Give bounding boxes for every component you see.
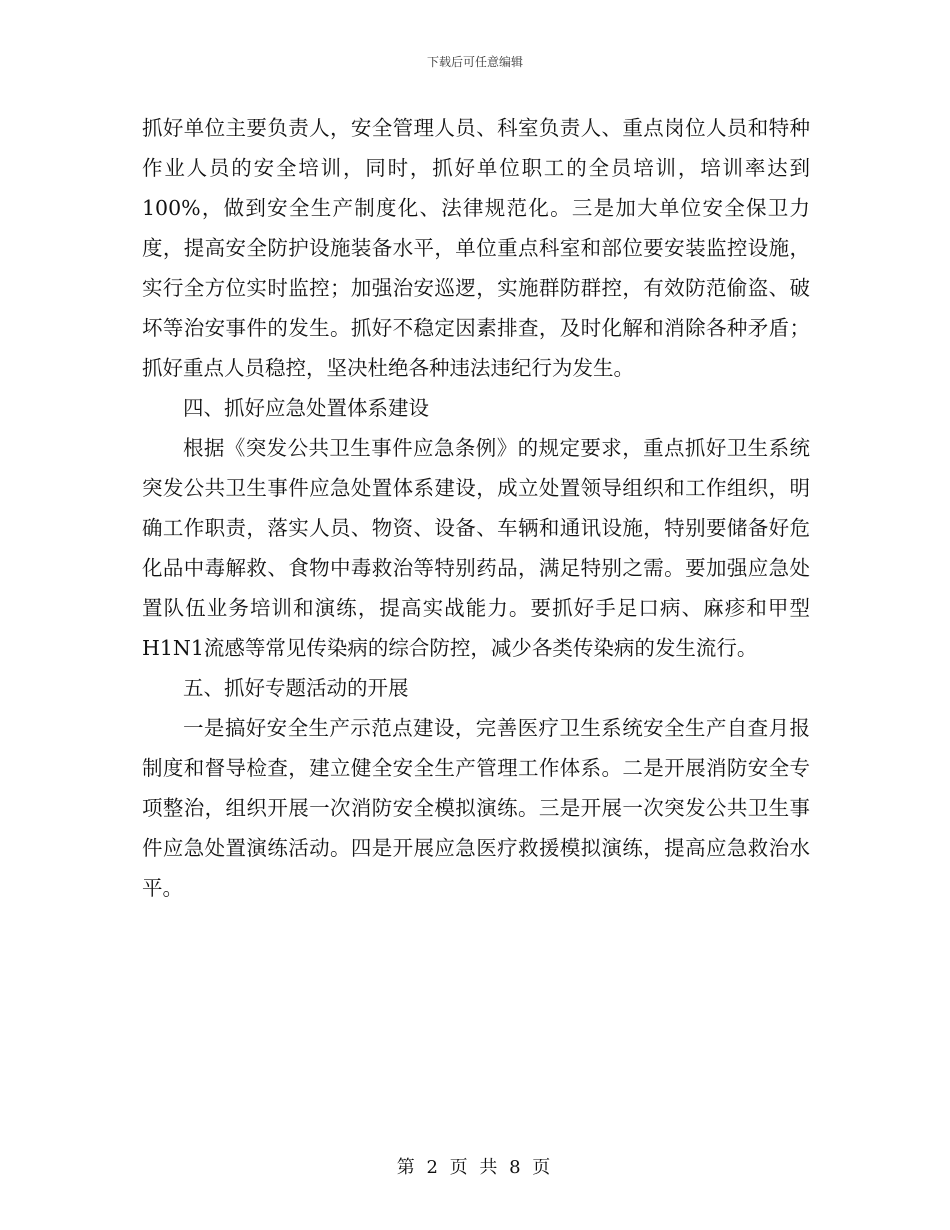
paragraph-safety-training: 抓好单位主要负责人，安全管理人员、科室负责人、重点岗位人员和特种作业人员的安全培训，同时，抓好单位职工的全员培训，培训率达到100%，做到安全生产制度化、法律规范化。三是加大单位安全保卫力度，提高安全防护设施装备水平，单位重点科室和部位要安装监控设施，实行全方位实时监控；加强治安巡逻，实施群防群控，有效防范偷盗、破坏等治安事件的发生。抓好不稳定因素排查，及时化解和消除各种矛盾；抓好重点人员稳控，坚决杜绝各种违法违纪行为发生。 (142, 116, 810, 380)
paragraph-special-activities: 一是搞好安全生产示范点建设，完善医疗卫生系统安全生产自查月报制度和督导检查，建立健全安全生产管理工作体系。二是开展消防安全专项整治，组织开展一次消防安全模拟演练。三是开展一次突发公共卫生事件应急处置演练活动。四是开展应急医疗救援模拟演练，提高应急救治水平。 (142, 716, 810, 900)
section-heading-special-activities: 五、抓好专题活动的开展 (183, 676, 409, 700)
page-number-footer: 第 2 页 共 8 页 (396, 1157, 554, 1178)
section-heading-emergency-system: 四、抓好应急处置体系建设 (183, 396, 429, 420)
header-note: 下载后可任意编辑 (426, 55, 523, 69)
paragraph-emergency-system: 根据《突发公共卫生事件应急条例》的规定要求，重点抓好卫生系统突发公共卫生事件应急处置体系建设，成立处置领导组织和工作组织，明确工作职责，落实人员、物资、设备、车辆和通讯设施，特别要储备好危化品中毒解救、食物中毒救治等特别药品，满足特别之需。要加强应急处置队伍业务培训和演练，提高实战能力。要抓好手足口病、麻疹和甲型H1N1流感等常见传染病的综合防控，减少各类传染病的发生流行。 (142, 436, 810, 660)
document-body (142, 108, 810, 908)
